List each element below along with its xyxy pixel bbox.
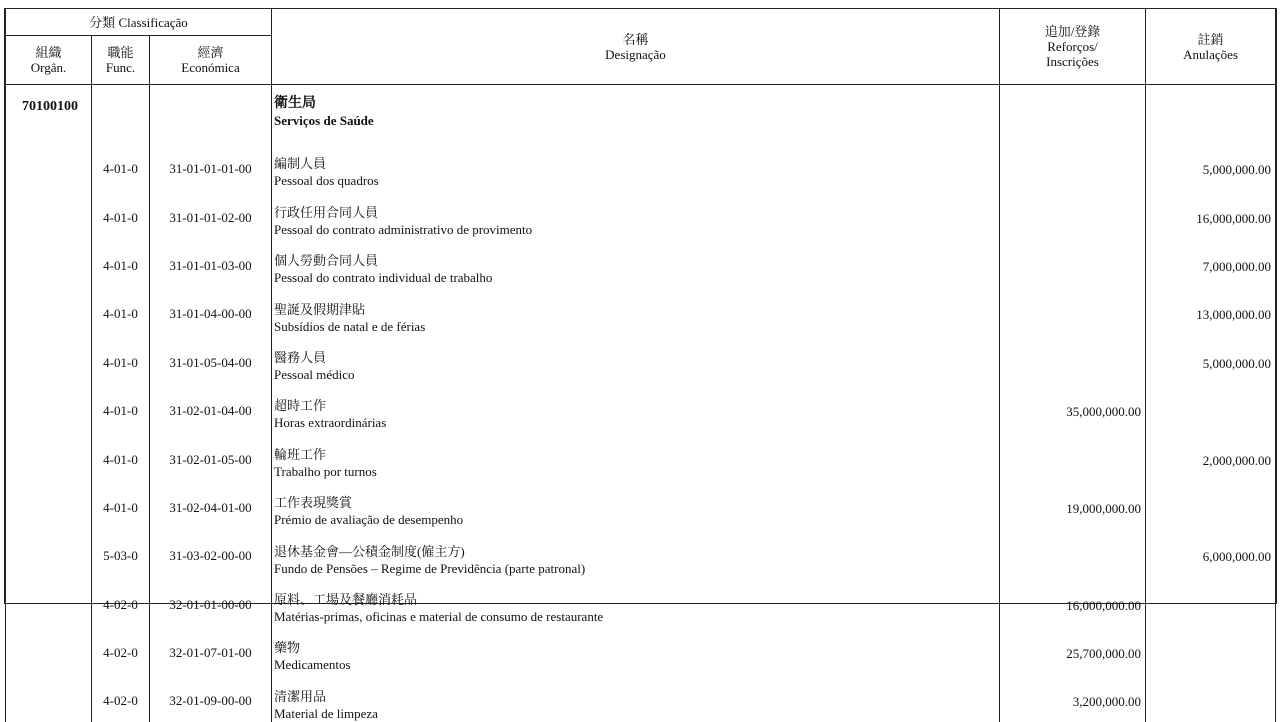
cancellations-header: [1146, 9, 1276, 85]
reinforcement-amount: 25,700,000.00: [1000, 625, 1146, 673]
economic-code: 31-03-02-00-00: [150, 528, 272, 576]
cancellation-amount: 5,000,000.00: [1146, 335, 1276, 383]
table-row: [6, 480, 1276, 528]
organic-cell: [6, 238, 92, 286]
cancellations-header-zh: 註銷: [1197, 31, 1224, 47]
designation-cell: [272, 480, 1000, 528]
functional-header-pt: Func.: [105, 60, 136, 75]
designation-zh: 聖誕及假期津貼: [274, 301, 366, 317]
economic-code: 32-01-07-01-00: [150, 625, 272, 673]
organic-code-cell: [6, 85, 92, 142]
economic-code: 31-01-01-03-00: [150, 238, 272, 286]
table-row: [6, 238, 1276, 286]
functional-code: 4-02-0: [92, 673, 150, 721]
designation-zh: 超時工作: [274, 398, 327, 414]
designation-cell: [272, 383, 1000, 431]
designation-cell: [272, 286, 1000, 334]
economic-code: 31-02-01-05-00: [150, 431, 272, 479]
cancellation-amount: [1146, 383, 1276, 431]
designation-pt: Pessoal dos quadros: [274, 173, 379, 189]
table-row: [6, 286, 1276, 334]
cancellation-amount: [1146, 625, 1276, 673]
designation-zh: 工作表現獎賞: [274, 495, 353, 511]
cancellation-amount: [1146, 480, 1276, 528]
table-row: [6, 383, 1276, 431]
section-name-pt: Serviços de Saúde: [274, 113, 374, 128]
table-row: [6, 625, 1276, 673]
functional-code: 4-01-0: [92, 431, 150, 479]
cancellation-amount: 16,000,000.00: [1146, 189, 1276, 237]
organic-cell: [6, 335, 92, 383]
organic-cell: [6, 577, 92, 625]
organic-header: [6, 36, 92, 85]
reinforcement-amount: [1000, 431, 1146, 479]
organic-cell: [6, 673, 92, 721]
designation-pt: Fundo de Pensões – Regime de Previdência (parte patronal): [274, 560, 586, 576]
functional-code: 4-01-0: [92, 238, 150, 286]
cancellation-amount: 2,000,000.00: [1146, 431, 1276, 479]
functional-code: 4-01-0: [92, 286, 150, 334]
cancellation-amount: [1146, 577, 1276, 625]
designation-zh: 原料、工場及餐廳消耗品: [274, 591, 418, 607]
cancellation-amount: 5,000,000.00: [1146, 141, 1276, 189]
section-func-cell: [92, 85, 150, 142]
designation-cell: [272, 189, 1000, 237]
table-row: [6, 673, 1276, 721]
cancellation-amount: 6,000,000.00: [1146, 528, 1276, 576]
designation-header-zh: 名稱: [622, 31, 649, 47]
designation-cell: [272, 238, 1000, 286]
designation-header-pt: Designação: [605, 46, 666, 62]
reinforcement-amount: 3,200,000.00: [1000, 673, 1146, 721]
reinforcement-amount: 35,000,000.00: [1000, 383, 1146, 431]
budget-table: [5, 9, 1276, 722]
cancellations-header-pt: Anulações: [1183, 46, 1238, 62]
economic-code: 31-02-01-04-00: [150, 383, 272, 431]
functional-code: 4-01-0: [92, 480, 150, 528]
section-row: [6, 85, 1276, 142]
functional-header-zh: 職能: [107, 45, 134, 60]
reinforcement-amount: [1000, 286, 1146, 334]
table-row: [6, 335, 1276, 383]
functional-header: [92, 36, 150, 85]
designation-cell: [272, 335, 1000, 383]
organic-cell: [6, 189, 92, 237]
designation-cell: [272, 431, 1000, 479]
section-cancellation-cell: [1146, 85, 1276, 142]
designation-zh: 醫務人員: [274, 349, 327, 365]
organic-header-zh: 組織: [35, 45, 62, 60]
reinforcements-header-pt1: Reforços/: [1047, 39, 1098, 54]
functional-code: 4-01-0: [92, 383, 150, 431]
functional-code: 4-01-0: [92, 189, 150, 237]
designation-cell: [272, 528, 1000, 576]
reinforcement-amount: [1000, 335, 1146, 383]
functional-code: 4-02-0: [92, 577, 150, 625]
functional-code: 4-01-0: [92, 335, 150, 383]
reinforcement-amount: [1000, 528, 1146, 576]
economic-code: 31-01-05-04-00: [150, 335, 272, 383]
designation-zh: 輪班工作: [274, 446, 327, 462]
reinforcements-header-pt2: Inscrições: [1046, 54, 1099, 69]
designation-pt: Medicamentos: [274, 657, 351, 673]
budget-table-sheet: [4, 8, 1277, 721]
economic-code: 32-01-09-00-00: [150, 673, 272, 721]
cancellation-amount: [1146, 673, 1276, 721]
economic-code: 31-01-04-00-00: [150, 286, 272, 334]
designation-cell: [272, 673, 1000, 721]
designation-zh: 退休基金會—公積金制度(僱主方): [274, 543, 465, 559]
functional-code: 5-03-0: [92, 528, 150, 576]
section-reinforcement-cell: [1000, 85, 1146, 142]
designation-zh: 行政任用合同人員: [274, 204, 379, 220]
organic-cell: [6, 431, 92, 479]
designation-zh: 藥物: [274, 640, 301, 656]
economic-code: 31-02-04-01-00: [150, 480, 272, 528]
reinforcement-amount: [1000, 141, 1146, 189]
economic-code: 32-01-01-00-00: [150, 577, 272, 625]
organic-cell: [6, 286, 92, 334]
organic-cell: [6, 383, 92, 431]
designation-pt: Material de limpeza: [274, 705, 378, 721]
organic-cell: [6, 480, 92, 528]
designation-pt: Pessoal médico: [274, 366, 355, 382]
designation-header: [272, 9, 1000, 85]
economic-header-zh: 經濟: [197, 45, 224, 60]
designation-pt: Subsídios de natal e de férias: [274, 318, 426, 334]
reinforcements-header-zh: 追加/登錄: [1044, 24, 1101, 39]
reinforcement-amount: 16,000,000.00: [1000, 577, 1146, 625]
reinforcement-amount: 19,000,000.00: [1000, 480, 1146, 528]
designation-cell: [272, 141, 1000, 189]
section-name-cell: [272, 85, 1000, 142]
designation-cell: [272, 625, 1000, 673]
reinforcement-amount: [1000, 189, 1146, 237]
designation-pt: Matérias-primas, oficinas e material de consumo de restaurante: [274, 608, 604, 624]
designation-cell: [272, 577, 1000, 625]
designation-pt: Pessoal do contrato administrativo de provimento: [274, 221, 533, 237]
designation-pt: Trabalho por turnos: [274, 463, 377, 479]
classification-header: 分類 Classificação: [6, 9, 272, 36]
designation-pt: Horas extraordinárias: [274, 415, 387, 431]
designation-zh: 編制人員: [274, 156, 327, 172]
designation-zh: 個人勞動合同人員: [274, 253, 379, 269]
table-row: [6, 577, 1276, 625]
section-name-zh: 衛生局: [274, 96, 316, 111]
table-header: [6, 9, 1276, 85]
table-row: [6, 141, 1276, 189]
table-row: [6, 528, 1276, 576]
organic-cell: [6, 141, 92, 189]
cancellation-amount: 13,000,000.00: [1146, 286, 1276, 334]
reinforcement-amount: [1000, 238, 1146, 286]
organic-header-pt: Orgân.: [30, 60, 67, 75]
table-body: [6, 85, 1276, 722]
designation-zh: 清潔用品: [274, 688, 327, 704]
designation-pt: Prémio de avaliação de desempenho: [274, 512, 464, 528]
economic-code: 31-01-01-02-00: [150, 189, 272, 237]
table-row: [6, 431, 1276, 479]
cancellation-amount: 7,000,000.00: [1146, 238, 1276, 286]
economic-code: 31-01-01-01-00: [150, 141, 272, 189]
table-row: [6, 189, 1276, 237]
economic-header-pt: Económica: [181, 60, 240, 75]
reinforcements-header: [1000, 9, 1146, 85]
section-eco-cell: [150, 85, 272, 142]
functional-code: 4-01-0: [92, 141, 150, 189]
economic-header: [150, 36, 272, 85]
functional-code: 4-02-0: [92, 625, 150, 673]
organic-code: 70100100: [22, 99, 78, 114]
organic-cell: [6, 528, 92, 576]
organic-cell: [6, 625, 92, 673]
designation-pt: Pessoal do contrato individual de trabalho: [274, 270, 493, 286]
